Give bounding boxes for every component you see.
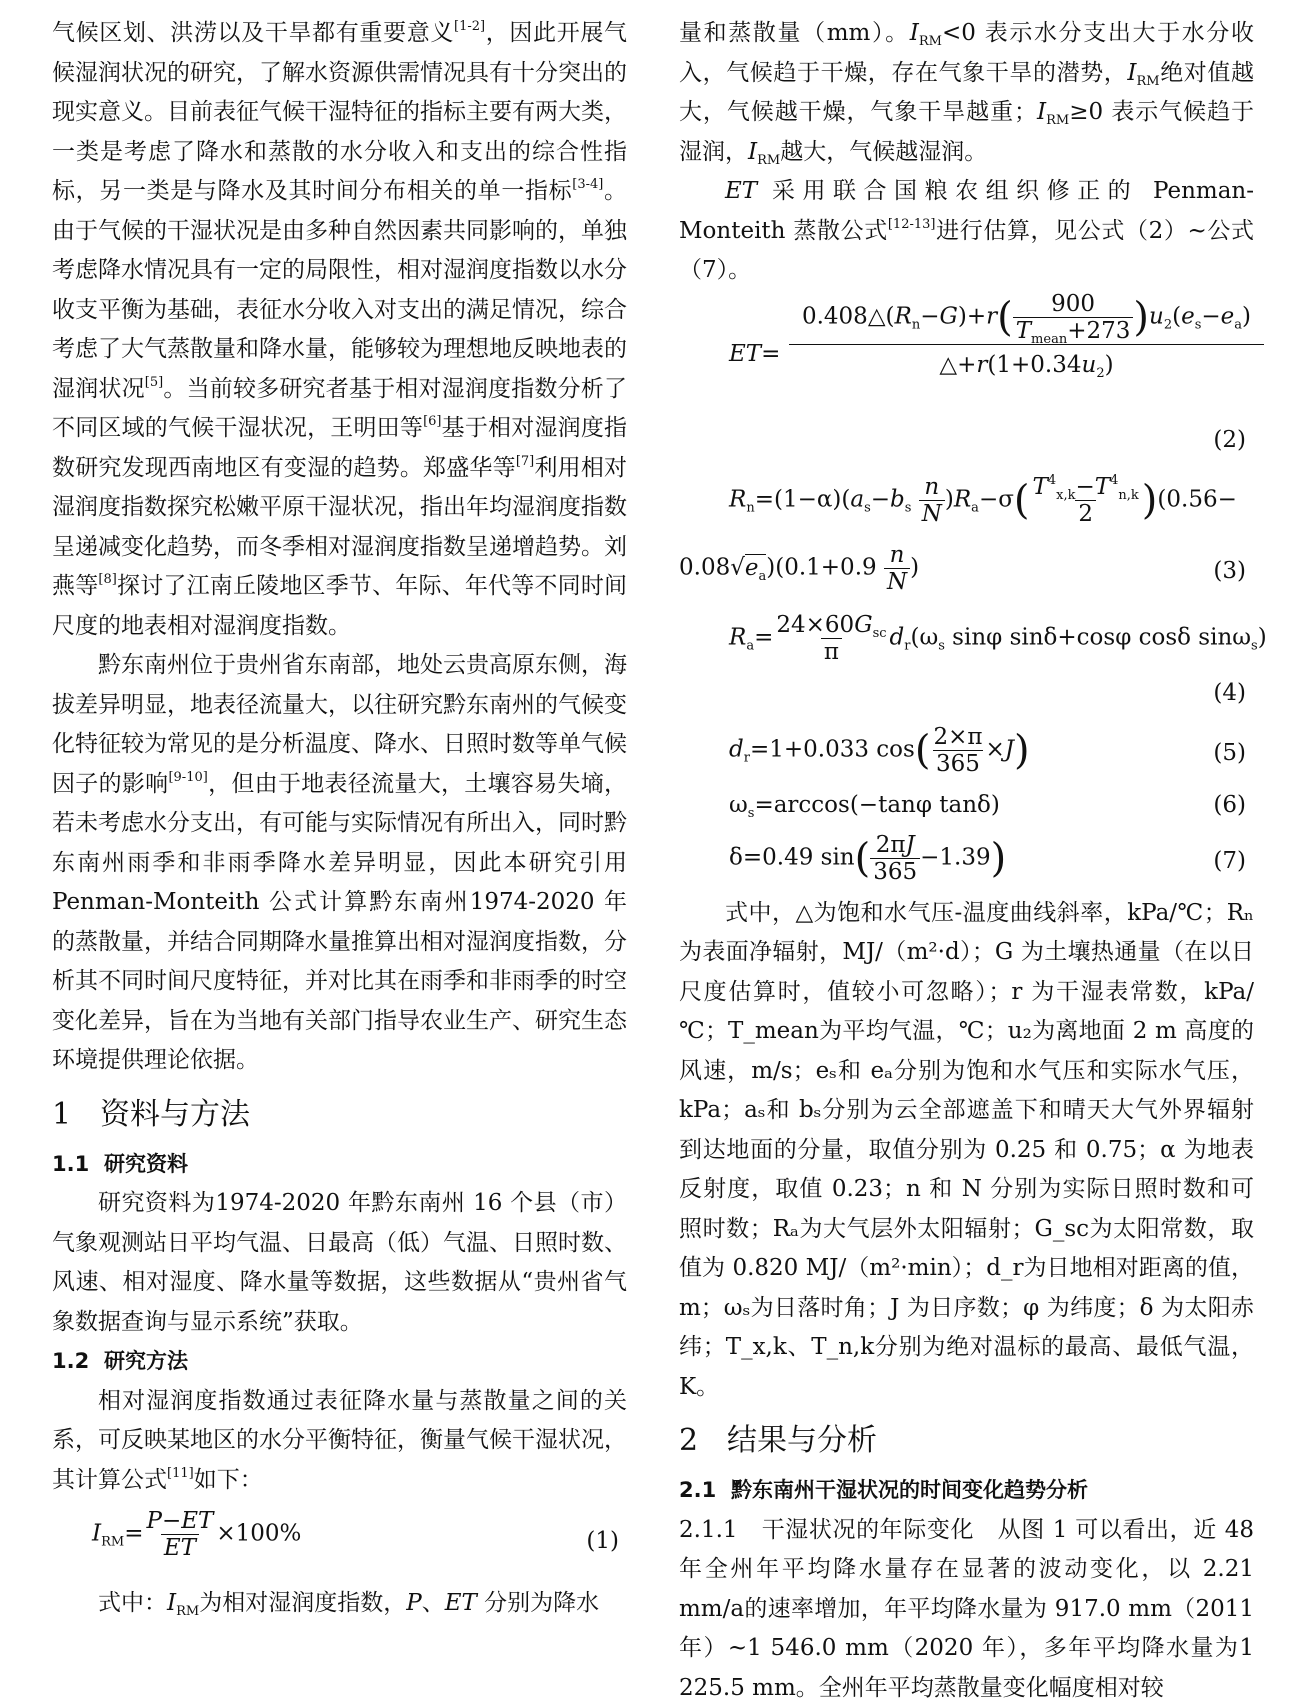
equation-5: $d_r=1+0.033$ cos( $\frac{2\times\pi}{365}$ ×J) (5) xyxy=(679,720,1254,782)
paragraph-annual-change: 2.1.1 干湿状况的年际变化 从图 1 可以看出，近 48 年全州年平均降水量存在显著的波动变化，以 2.21 mm/a的速率增加，年平均降水量为 917.0 mm（2011 年）~1 546.0 mm（2020 年），多年平均降水量为1 225.5 mm。全州年平均蒸散量变化幅度相对较 xyxy=(679,1511,1254,1708)
paragraph-irm-explain: 量和蒸散量（mm）。$I_{RM}<0$ 表示水分支出大于水分收入，气候趋于干燥，存在气象干旱的潜势，$I_{RM}$绝对值越大，气候越干燥，气象干旱越重；$I_{RM}\ge 0$ 表示气候趋于湿润，$I_{RM}$越大，气候越湿润。 xyxy=(679,14,1254,172)
equation-2-number: (2) xyxy=(679,421,1254,461)
section-heading-1: 1 资料与方法 xyxy=(52,1095,627,1135)
section-heading-1-2: 1.2 研究方法 xyxy=(52,1342,627,1382)
paragraph-data-source: 研究资料为1974-2020 年黔东南州 16 个县（市）气象观测站日平均气温、日最高（低）气温、日照时数、风速、相对湿度、降水量等数据，这些数据从“贵州省气象数据查询与显示系统”获取。 xyxy=(52,1184,627,1342)
section-heading-2-1: 2.1 黔东南州干湿状况的时间变化趋势分析 xyxy=(679,1471,1254,1511)
equation-3-cont: $0.08√e_a)(0.1+0.9$ $\frac{n}{N}$ ) (3) xyxy=(679,538,1254,600)
equation-2: ET= $0.408\triangle(R_n-G)+r$( $\frac{900}{T_{mean}+273}$ )$u_2(e_s-e_a)$ $\triangle+r(1+0.34u_2)$ xyxy=(679,291,1254,421)
equation-4: $R_a=$ $\frac{24\times 60G_{sc}}{\pi}$ $d_r(\omega_s$ sinφ sinδ+cosφ cosδ sinω$_s$) xyxy=(679,606,1254,674)
section-heading-2: 2 结果与分析 xyxy=(679,1421,1254,1461)
paragraph-variable-def: 式中：$I_{RM}$为相对湿润度指数，P、ET 分别为降水 xyxy=(52,1584,627,1624)
paragraph-method: 相对湿润度指数通过表征降水量与蒸散量之间的关系，可反映某地区的水分平衡特征，衡量气候干湿状况，其计算公式[11]如下： xyxy=(52,1382,627,1501)
paragraph-intro: 气候区划、洪涝以及干旱都有重要意义[1-2]，因此开展气候湿润状况的研究，了解水资源供需情况具有十分突出的现实意义。目前表征气候干湿特征的指标主要有两大类，一类是考虑了降水和蒸散的水分收入和支出的综合性指标，另一类是与降水及其时间分布相关的单一指标[3-4]。由于气候的干湿状况是由多种自然因素共同影响的，单独考虑降水情况具有一定的局限性，相对湿润度指数以水分收支平衡为基础，表征水分收入对支出的满足情况，综合考虑了大气蒸散量和降水量，能够较为理想地反映地表的湿润状况[5]。当前较多研究者基于相对湿润度指数分析了不同区域的气候干湿状况，王明田等[6]基于相对湿润度指数研究发现西南地区有变湿的趋势。郑盛华等[7]利用相对湿润度指数探究松嫩平原干湿状况，指出年均湿润度指数呈递减变化趋势，而冬季相对湿润度指数呈递增趋势。刘燕等[8]探讨了江南丘陵地区季节、年际、年代等不同时间尺度的地表相对湿润度指数。 xyxy=(52,14,627,646)
paragraph-qiandongnan: 黔东南州位于贵州省东南部，地处云贵高原东侧，海拔差异明显，地表径流量大，以往研究黔东南州的气候变化特征较为常见的是分析温度、降水、日照时数等单气候因子的影响[9-10]，但由于地表径流量大，土壤容易失墒，若未考虑水分支出，有可能与实际情况有所出入，同时黔东南州雨季和非雨季降水差异明显，因此本研究引用 Penman-Monteith 公式计算黔东南州1974-2020 年的蒸散量，并结合同期降水量推算出相对湿润度指数，分析其不同时间尺度特征，并对比其在雨季和非雨季的时空变化差异，旨在为当地有关部门指导农业生产、研究生态环境提供理论依据。 xyxy=(52,646,627,1081)
equation-4-number: (4) xyxy=(679,674,1254,714)
equation-1: $I_{RM}=$ $\frac{P-ET}{ET}$ ×100% (1) xyxy=(52,1504,627,1584)
paragraph-symbols: 式中，△为饱和水气压-温度曲线斜率，kPa/℃；Rₙ为表面净辐射，MJ/（m²·d）；G 为土壤热通量（在以日尺度估算时，值较小可忽略）；r 为干湿表常数，kPa/℃；T_mean为平均气温，℃；u₂为离地面 2 m 高度的风速，m/s；eₛ和 eₐ分别为饱和水气压和实际水气压，kPa；aₛ和 bₛ分别为云全部遮盖下和晴天大气外界辐射到达地面的分量，取值分别为 0.25 和 0.75；α 为地表反射度，取值 0.23；n 和 N 分别为实际日照时数和可照时数；Rₐ为大气层外太阳辐射；G_sc为太阳常数，取值为 0.820 MJ/（m²·min）；d_r为日地相对距离的值，m；ωₛ为日落时角；J 为日序数；φ 为纬度；δ 为太阳赤纬；T_x,k、T_n,k分别为绝对温标的最高、最低气温，K。 xyxy=(679,894,1254,1408)
left-column xyxy=(52,14,627,1624)
equation-3: $R_n=(1-\alpha)(a_s-b_s$ $\frac{n}{N}$ )$R_a-\sigma$( $\frac{T^4_{x,k}-T^4_{n,k}}{2}$ )(0.56− xyxy=(679,468,1254,538)
equation-7: δ=0.49 sin( $\frac{2\pi J}{365}$ −1.39) (7) xyxy=(679,828,1254,894)
section-heading-1-1: 1.1 研究资料 xyxy=(52,1145,627,1185)
paragraph-et-method: ET 采用联合国粮农组织修正的 Penman-Monteith 蒸散公式[12-13]进行估算，见公式（2）~公式（7）。 xyxy=(679,172,1254,291)
right-column xyxy=(679,14,1254,1708)
equation-6: $\omega_s=\arccos(-\tan\varphi$ tanδ) (6) xyxy=(679,782,1254,828)
